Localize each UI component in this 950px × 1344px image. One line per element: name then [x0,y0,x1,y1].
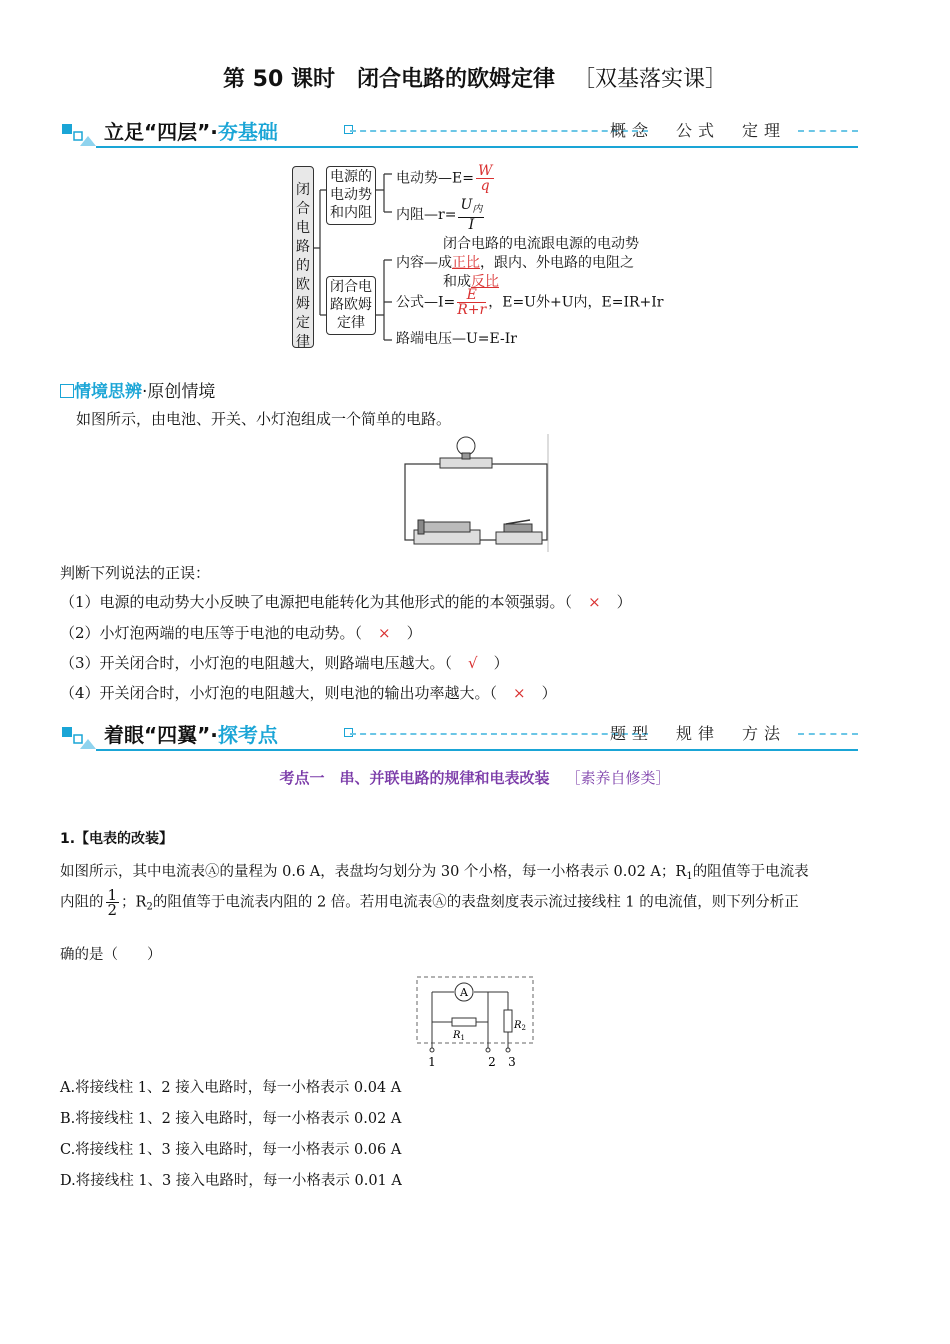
bulb-icon [440,437,492,468]
law-content-line2: 内容—成正比，跟内、外电路的电阻之 [396,255,634,271]
answer-mark: × [513,684,526,702]
mind-map-root: 闭合电路的欧姆定律 [292,166,314,348]
banner-keywords: 概念 公式 定理 [609,121,786,140]
option-d[interactable]: D.将接线柱 1、3 接入电路时，每一小格表示 0.01 A [60,1173,402,1189]
section-banner-exam-points [60,717,858,753]
scenario-intro: 如图所示，由电池、开关、小灯泡组成一个简单的电路。 [76,410,452,428]
lesson-tag: ［双基落实课］ [572,67,727,92]
r1-label: $R_1$ [453,1030,465,1042]
banner-title: 立足“四层”·夯基础 [104,120,278,144]
switch-icon [496,520,542,544]
answer-blank-inverse: 反比 [471,274,499,290]
terminal-voltage: 路端电压—U=E-Ir [396,331,517,347]
option-b[interactable]: B.将接线柱 1、2 接入电路时，每一小格表示 0.02 A [60,1111,402,1127]
ammeter-label: A [460,986,468,999]
judge-item-3: （3）开关闭合时，小灯泡的电阻越大，则路端电压越大。（ √ ） [60,654,509,672]
question-heading: 1.【电表的改装】 [60,831,174,847]
terminal-3-label: 3 [508,1055,516,1069]
question-line-3: 确的是（ ） [60,947,162,963]
checkbox-square-icon [60,384,74,398]
r2-label: $R_2$ [514,1020,526,1032]
banner-title: 着眼“四翼”·探考点 [104,723,278,747]
law-content-line3: 和成反比 [443,274,499,290]
question-line-1: 如图所示，其中电流表Ⓐ的量程为 0.6 A，表盘均匀划分为 30 个小格，每一小格表示 0.02 A；$R_1$的阻值等于电流表 [60,864,809,882]
answer-blank-proportional: 正比 [452,255,480,271]
terminal-1-label: 1 [428,1055,436,1069]
judge-item-4: （4）开关闭合时，小灯泡的电阻越大，则电池的输出功率越大。（ × ） [60,684,557,702]
mind-map [0,0,950,360]
banner-dashed-line-end [798,733,858,735]
judge-item-1: （1）电源的电动势大小反映了电源把电能转化为其他形式的能的本领强弱。（ × ） [60,593,632,611]
mind-map-branch-law: 闭合电路欧姆定律 [326,276,376,335]
answer-mark: × [588,593,601,611]
banner-keywords: 题型 规律 方法 [609,724,786,743]
scenario-header: 情境思辨·原创情境 [60,377,215,402]
emf-definition: 电动势—E= $\frac{W}{q}$ [396,163,493,194]
terminal-2-icon [486,1048,490,1052]
judge-item-2: （2）小灯泡两端的电压等于电池的电动势。（ × ） [60,624,422,642]
mind-map-branch-emf: 电源的电动势和内阻 [326,166,376,225]
banner-decoration-icon [60,721,96,751]
resistor-r2-icon [504,1010,512,1032]
exam-point-title: 考点一 串、并联电路的规律和电表改装 ［素养自修类］ [279,769,671,787]
terminal-2-label: 2 [488,1055,496,1069]
option-c[interactable]: C.将接线柱 1、3 接入电路时，每一小格表示 0.06 A [60,1142,402,1158]
internal-resistance-definition: 内阻—r= $\frac{U_内}{I}$ [396,197,483,233]
question-line-2: 内阻的 $\frac{1}{2}$ ；$R_2$的阻值等于电流表内阻的 2 倍。若用电流表Ⓐ的表盘刻度表示流过接线柱 1 的电流值，则下列分析正 [60,886,799,919]
resistor-r1-icon [452,1018,476,1026]
judge-intro: 判断下列说法的正误： [60,564,211,582]
answer-mark: √ [468,654,478,672]
answer-mark: × [378,624,391,642]
law-content-line1: 闭合电路的电流跟电源的电动势 [443,236,639,252]
banner-underline [96,749,858,751]
lesson-title: 第 50 课时 闭合电路的欧姆定律 [223,67,555,92]
terminal-3-icon [506,1048,510,1052]
terminal-1-icon [430,1048,434,1052]
meter-circuit-diagram [412,974,538,1070]
circuit-photo-figure [400,434,552,552]
option-a[interactable]: A.将接线柱 1、2 接入电路时，每一小格表示 0.04 A [60,1080,402,1096]
banner-dashed-line [350,733,648,735]
battery-icon [414,520,480,544]
law-formula: 公式—I= $\frac{E}{R+r}$ ，E=U外+U内，E=IR+Ir [396,287,664,318]
